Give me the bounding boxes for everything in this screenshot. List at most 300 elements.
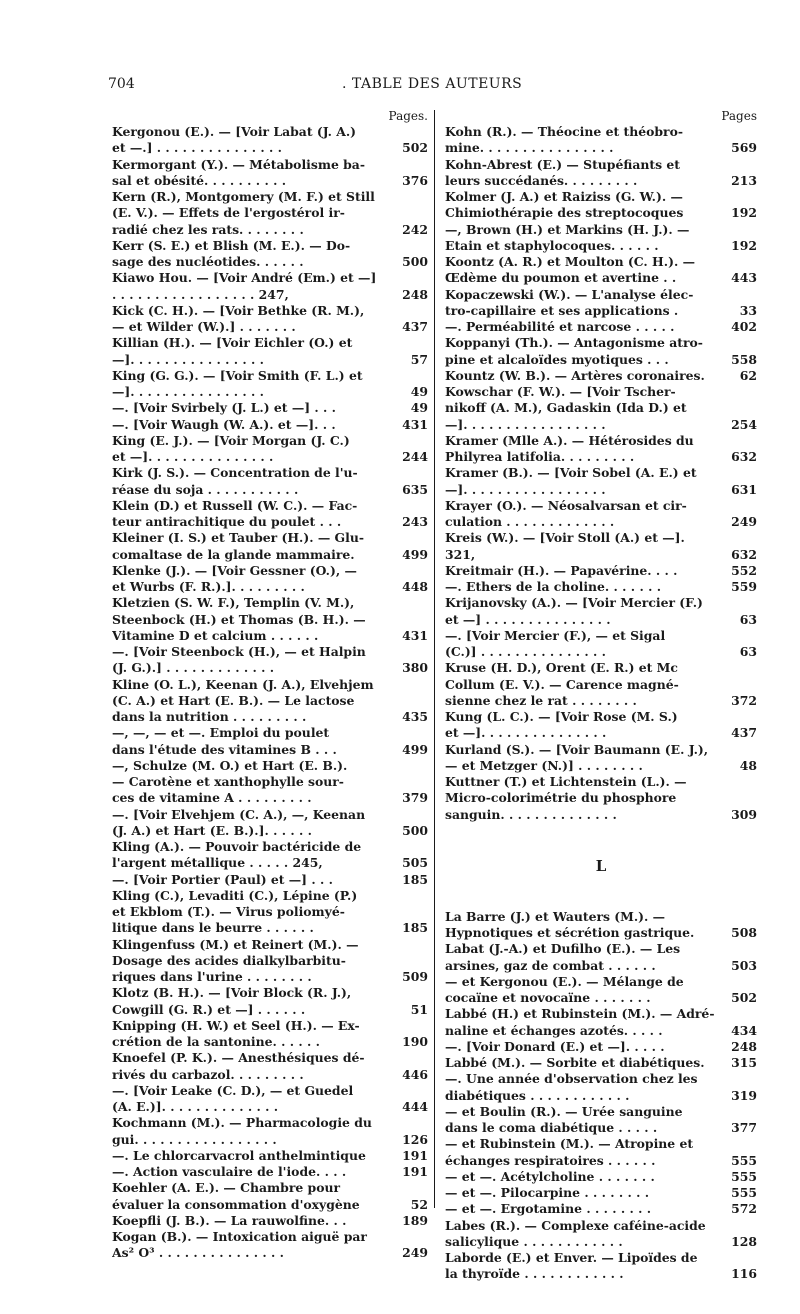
page-ref: 242: [402, 221, 428, 237]
index-line: [112, 563, 428, 579]
index-text: dans le coma diabétique . . . . .: [445, 1120, 658, 1135]
index-line: [445, 807, 757, 823]
index-line: [112, 774, 428, 790]
page-ref: 51: [410, 1001, 428, 1017]
page-ref: 437: [731, 725, 757, 741]
index-line: [445, 140, 757, 156]
page-ref: 249: [731, 514, 757, 529]
index-line: [112, 173, 428, 189]
index-line: [112, 790, 428, 806]
index-text: Kerr (S. E.) et Blish (M. E.). — Do-: [112, 237, 351, 253]
index-text: Philyrea latifolia. . . . . . . . .: [445, 449, 635, 464]
page-ref: 185: [402, 920, 428, 936]
section-letter: L: [595, 856, 607, 875]
index-text: diabétiques . . . . . . . . . . . .: [445, 1087, 630, 1103]
index-text: sienne chez le rat . . . . . . . .: [445, 692, 637, 708]
index-line: [112, 270, 428, 286]
index-line: [445, 1071, 757, 1087]
index-line: [112, 644, 428, 660]
index-text: Koppanyi (Th.). — Antagonisme atro-: [445, 335, 703, 351]
index-line: [112, 660, 428, 676]
index-line: [112, 855, 428, 871]
index-text: Kolmer (J. A.) et Raiziss (G. W.). —: [445, 189, 683, 204]
index-text: — Carotène et xanthophylle sour-: [112, 774, 344, 789]
index-line: [112, 709, 428, 725]
page-ref: 126: [402, 1131, 428, 1147]
index-line: [112, 400, 428, 416]
index-text: Killian (H.). — [Voir Eichler (O.) et: [112, 335, 353, 351]
index-text: —. [Voir Donard (E.) et —]. . . . .: [445, 1038, 665, 1054]
index-text: Kling (C.), Levaditi (C.), Lépine (P.): [112, 887, 358, 903]
index-text: Kiawo Hou. — [Voir André (Em.) et —]: [112, 270, 377, 286]
index-line: [445, 222, 757, 238]
index-text: Laborde (E.) et Enver. — Lipoïdes de: [445, 1250, 698, 1265]
index-line: [112, 1164, 428, 1180]
index-line: [112, 1034, 428, 1050]
page-ref: 635: [402, 481, 428, 497]
index-line: [445, 1055, 757, 1071]
page-ref: 431: [402, 627, 428, 643]
index-line: [445, 530, 757, 546]
page-ref: 508: [731, 925, 757, 940]
index-text: sal et obésité. . . . . . . . . .: [112, 172, 287, 188]
index-text: Vitamine D et calcium . . . . . .: [112, 627, 319, 643]
page-ref: 431: [402, 416, 428, 432]
index-line: [445, 335, 757, 351]
index-line: [112, 612, 428, 628]
index-line: [112, 985, 428, 1001]
index-line: [445, 774, 757, 790]
index-text: Krijanovsky (A.). — [Voir Mercier (F.): [445, 595, 703, 611]
page-ref: 572: [731, 1201, 757, 1217]
index-text: Kochmann (M.). — Pharmacologie du: [112, 1115, 372, 1131]
index-line: [112, 514, 428, 530]
index-line: [112, 839, 428, 855]
index-line: [445, 173, 757, 189]
page-ref: 189: [402, 1212, 428, 1228]
index-text: l'argent métallique . . . . . 245,: [112, 855, 323, 871]
page-ref: 435: [402, 709, 428, 724]
page-ref: 448: [402, 579, 428, 594]
page-ref: 555: [731, 1168, 757, 1184]
index-text: nikoff (A. M.), Gadaskin (Ida D.) et: [445, 400, 687, 416]
index-line: [112, 693, 428, 709]
index-text: Labes (R.). — Complexe caféine-acide: [445, 1217, 706, 1233]
index-line: [445, 157, 757, 173]
index-text: Micro-colorimétrie du phosphore: [445, 790, 677, 806]
index-text: Koepfli (J. B.). — La rauwolfine. . .: [112, 1212, 347, 1228]
index-text: Knoefel (P. K.). — Anesthésiques dé-: [112, 1050, 365, 1066]
index-text: — et Kergonou (E.). — Mélange de: [445, 973, 684, 989]
index-text: Kreitmair (H.). — Papavérine. . . .: [445, 562, 678, 578]
index-line: [445, 1039, 757, 1055]
index-text: Kern (R.), Montgomery (M. F.) et Still: [112, 189, 375, 204]
index-line: [112, 1229, 428, 1245]
index-text: —. Le chlorcarvacrol anthelmintique: [112, 1147, 366, 1163]
index-text: et Ekblom (T.). — Virus poliomyé-: [112, 904, 345, 919]
page-ref: 63: [739, 644, 757, 659]
index-text: radié chez les rats. . . . . . . .: [112, 221, 304, 237]
index-line: [112, 417, 428, 433]
page-ref: 185: [402, 871, 428, 887]
page-ref: 33: [739, 302, 757, 318]
index-line: [112, 124, 428, 140]
page-ref: 377: [731, 1120, 757, 1135]
index-line: [445, 612, 757, 628]
left-entries: [112, 124, 428, 1262]
index-line: [445, 958, 757, 974]
page-ref: 402: [731, 319, 757, 334]
index-text: — et Wilder (W.).] . . . . . . .: [112, 319, 296, 334]
index-text: Kohn (R.). — Théocine et théobro-: [445, 124, 683, 139]
index-text: Kramer (Mlle A.). — Hétérosides du: [445, 432, 694, 448]
page-ref: 254: [731, 416, 757, 432]
index-text: Klotz (B. H.). — [Voir Block (R. J.),: [112, 985, 352, 1001]
index-text: — et —. Pilocarpine . . . . . . . .: [445, 1185, 650, 1200]
index-line: [112, 595, 428, 611]
page-ref: 558: [731, 351, 757, 367]
index-line: [445, 563, 757, 579]
index-line: [112, 498, 428, 514]
index-line: [445, 189, 757, 205]
index-text: —. Action vasculaire de l'iode. . . .: [112, 1164, 347, 1179]
index-text: dans l'étude des vitamines B . . .: [112, 741, 337, 757]
page-ref: 49: [410, 400, 428, 416]
index-line: [445, 758, 757, 774]
index-line: [445, 465, 757, 481]
index-text: sage des nucléotides. . . . . .: [112, 254, 304, 269]
index-text: et Wurbs (F. R.).]. . . . . . . . .: [112, 579, 305, 594]
index-line: [445, 974, 757, 990]
index-line: [445, 498, 757, 514]
page-ref: 555: [731, 1185, 757, 1200]
index-text: culation . . . . . . . . . . . . .: [445, 514, 615, 529]
index-line: [445, 990, 757, 1006]
page-ref: 213: [731, 172, 757, 188]
index-text: — et Boulin (R.). — Urée sanguine: [445, 1103, 683, 1119]
index-line: [112, 352, 428, 368]
index-text: Kogan (B.). — Intoxication aiguë par: [112, 1229, 367, 1244]
pages-label: Pages: [721, 109, 757, 123]
index-text: . . . . . . . . . . . . . . . . . 247,: [112, 286, 289, 302]
index-line: [445, 941, 757, 957]
index-text: Koehler (A. E.). — Chambre pour: [112, 1180, 341, 1196]
index-text: et —.] . . . . . . . . . . . . . . .: [112, 140, 282, 156]
index-text: Kermorgant (Y.). — Métabolisme ba-: [112, 156, 365, 172]
index-line: [445, 644, 757, 660]
index-text: Hypnotiques et sécrétion gastrique.: [445, 925, 695, 940]
index-line: [112, 140, 428, 156]
index-line: [112, 465, 428, 481]
page-ref: 632: [731, 546, 757, 562]
index-text: mine. . . . . . . . . . . . . . . .: [445, 140, 614, 156]
index-text: Kung (L. C.). — [Voir Rose (M. S.): [445, 709, 678, 724]
index-line: [445, 1006, 757, 1022]
index-text: dans la nutrition . . . . . . . . .: [112, 709, 307, 724]
index-line: [445, 1169, 757, 1185]
index-line: [445, 579, 757, 595]
page-ref: 503: [731, 957, 757, 973]
index-text: et —]. . . . . . . . . . . . . . .: [112, 449, 274, 464]
page-ref: 509: [402, 969, 428, 984]
index-line: [112, 189, 428, 205]
index-line: [112, 725, 428, 741]
index-text: —, —, — et —. Emploi du poulet: [112, 725, 330, 741]
index-line: [445, 238, 757, 254]
index-text: —. [Voir Steenbock (H.), — et Halpin: [112, 644, 366, 659]
page-ref: 63: [739, 611, 757, 627]
index-text: Œdème du poumon et avertine . .: [445, 270, 677, 286]
index-line: [445, 1266, 757, 1282]
page-ref: 309: [731, 806, 757, 822]
index-text: —. Ethers de la choline. . . . . . .: [445, 579, 662, 594]
page-ref: 57: [410, 351, 428, 367]
index-text: (J. A.) et Hart (E. B.).]. . . . . .: [112, 822, 312, 838]
index-text: — et —. Ergotamine . . . . . . . .: [445, 1201, 652, 1217]
index-line: [445, 433, 757, 449]
index-line: [445, 303, 757, 319]
index-line: [112, 1132, 428, 1148]
index-text: comaltase de la glande mammaire.: [112, 546, 355, 562]
index-line: [112, 888, 428, 904]
index-line: [445, 352, 757, 368]
page-ref: 632: [731, 449, 757, 464]
index-line: [112, 1083, 428, 1099]
index-text: Kick (C. H.). — [Voir Bethke (R. M.),: [112, 302, 365, 318]
index-text: —. [Voir Svirbely (J. L.) et —] . . .: [112, 400, 336, 416]
index-line: [112, 823, 428, 839]
index-text: Kohn-Abrest (E.) — Stupéfiants et: [445, 156, 681, 172]
index-text: Kleiner (I. S.) et Tauber (H.). — Glu-: [112, 530, 364, 546]
page-ref: 555: [731, 1152, 757, 1168]
index-text: arsines, gaz de combat . . . . . .: [445, 957, 656, 973]
index-text: King (E. J.). — [Voir Morgan (J. C.): [112, 432, 350, 448]
index-text: et —]. . . . . . . . . . . . . . .: [445, 725, 607, 741]
index-text: —. [Voir Elvehjem (C. A.), —, Keenan: [112, 806, 366, 822]
index-text: —. Perméabilité et narcose . . . . .: [445, 319, 675, 334]
index-line: [445, 1250, 757, 1266]
page-ref: 380: [402, 660, 428, 676]
page-ref: 52: [410, 1196, 428, 1212]
index-text: Labbé (H.) et Rubinstein (M.). — Adré-: [445, 1006, 715, 1022]
page-ref: 248: [402, 286, 428, 302]
index-text: Koontz (A. R.) et Moulton (C. H.). —: [445, 254, 695, 269]
index-line: [445, 368, 757, 384]
page-ref: 249: [402, 1245, 428, 1261]
page-ref: 379: [402, 790, 428, 806]
index-line: [112, 530, 428, 546]
index-line: [112, 368, 428, 384]
index-text: Klein (D.) et Russell (W. C.). — Fac-: [112, 497, 358, 513]
index-line: [445, 1136, 757, 1152]
index-text: —, Schulze (M. O.) et Hart (E. B.).: [112, 757, 348, 773]
index-text: salicylique . . . . . . . . . . . .: [445, 1233, 623, 1249]
index-text: Kergonou (E.). — [Voir Labat (J. A.): [112, 124, 357, 139]
page-ref: 444: [402, 1099, 428, 1114]
index-line: [112, 222, 428, 238]
index-text: gui. . . . . . . . . . . . . . . . .: [112, 1131, 277, 1147]
page-ref: 191: [402, 1164, 428, 1179]
index-text: Kountz (W. B.). — Artères coronaires.: [445, 367, 705, 383]
index-text: teur antirachitique du poulet . . .: [112, 514, 342, 529]
index-text: Etain et staphylocoques. . . . . .: [445, 237, 659, 253]
index-text: échanges respiratoires . . . . . .: [445, 1152, 656, 1168]
index-line: [112, 449, 428, 465]
index-text: (J. G.).] . . . . . . . . . . . . .: [112, 660, 275, 676]
index-line: [112, 807, 428, 823]
index-text: Klenke (J.). — [Voir Gessner (O.), —: [112, 562, 357, 578]
index-line: [445, 547, 757, 563]
index-line: [112, 1180, 428, 1196]
page-ref: 500: [402, 254, 428, 269]
index-line: [445, 124, 757, 140]
index-text: évaluer la consommation d'oxygène: [112, 1196, 360, 1212]
page-ref: 559: [731, 579, 757, 594]
index-line: [112, 904, 428, 920]
index-line: [112, 758, 428, 774]
index-line: [445, 449, 757, 465]
page-ref: 49: [410, 384, 428, 399]
index-text: ces de vitamine A . . . . . . . . .: [112, 790, 312, 806]
index-line: [445, 1234, 757, 1250]
index-line: [112, 254, 428, 270]
index-text: (C.)] . . . . . . . . . . . . . . .: [445, 644, 606, 659]
index-line: [445, 482, 757, 498]
index-line: [445, 660, 757, 676]
index-line: [445, 514, 757, 530]
index-text: La Barre (J.) et Wauters (M.). —: [445, 908, 666, 924]
page-ref: 443: [731, 270, 757, 286]
index-text: la thyroïde . . . . . . . . . . . .: [445, 1266, 624, 1282]
index-line: [112, 1099, 428, 1115]
index-text: —. [Voir Mercier (F.), — et Sigal: [445, 627, 666, 643]
index-line: [445, 384, 757, 400]
index-text: Kling (A.). — Pouvoir bactéricide de: [112, 839, 362, 854]
index-line: [112, 1245, 428, 1261]
index-text: sanguin. . . . . . . . . . . . . .: [445, 806, 617, 822]
index-text: Krayer (O.). — Néosalvarsan et cir-: [445, 497, 687, 513]
index-line: [112, 433, 428, 449]
index-text: Knipping (H. W.) et Seel (H.). — Ex-: [112, 1017, 360, 1033]
index-line: [445, 1023, 757, 1039]
index-line: [445, 677, 757, 693]
page-ref: 319: [731, 1087, 757, 1103]
index-text: —, Brown (H.) et Markins (H. J.). —: [445, 221, 690, 237]
index-text: Kruse (H. D.), Orent (E. R.) et Mc: [445, 660, 678, 676]
index-line: [112, 482, 428, 498]
index-text: Collum (E. V.). — Carence magné-: [445, 676, 679, 692]
index-line: [445, 417, 757, 433]
index-text: Kowschar (F. W.). — [Voir Tscher-: [445, 384, 676, 399]
index-text: Chimiothérapie des streptocoques: [445, 205, 684, 221]
index-text: Kletzien (S. W. F.), Templin (V. M.),: [112, 595, 355, 611]
index-text: naline et échanges azotés. . . . .: [445, 1022, 663, 1038]
page-ref: 192: [731, 205, 757, 221]
index-line: [445, 400, 757, 416]
index-line: [445, 1088, 757, 1104]
index-text: —. [Voir Waugh (W. A.). et —]. . .: [112, 416, 336, 432]
index-text: Kopaczewski (W.). — L'analyse élec-: [445, 286, 694, 302]
page-ref: 116: [731, 1266, 757, 1282]
page-ref: 499: [402, 546, 428, 562]
index-text: et —] . . . . . . . . . . . . . . .: [445, 611, 611, 627]
index-text: Kline (O. L.), Keenan (J. A.), Elvehjem: [112, 676, 374, 692]
index-line: [445, 1153, 757, 1169]
index-text: leurs succédanés. . . . . . . . .: [445, 172, 638, 188]
index-line: [445, 1185, 757, 1201]
page-ref: 192: [731, 237, 757, 253]
index-text: — et —. Acétylcholine . . . . . . .: [445, 1168, 655, 1184]
index-text: riques dans l'urine . . . . . . . .: [112, 969, 312, 984]
index-text: crétion de la santonine. . . . . .: [112, 1034, 320, 1049]
index-line: [112, 335, 428, 351]
index-line: [445, 254, 757, 270]
column-divider: [434, 110, 435, 1208]
index-text: Kuttner (T.) et Lichtenstein (L.). —: [445, 774, 687, 789]
page-ref: 128: [731, 1233, 757, 1249]
page-ref: 48: [739, 757, 757, 773]
index-line: [445, 319, 757, 335]
index-text: Kurland (S.). — [Voir Baumann (E. J.),: [445, 741, 709, 757]
index-line: [445, 1104, 757, 1120]
index-text: —. [Voir Portier (Paul) et —] . . .: [112, 871, 333, 887]
index-line: [112, 205, 428, 221]
page-ref: 505: [402, 855, 428, 871]
index-line: [445, 909, 757, 925]
index-text: rivés du carbazol. . . . . . . . .: [112, 1066, 304, 1082]
index-line: [112, 628, 428, 644]
running-title: . TABLE DES AUTEURS: [342, 76, 523, 92]
index-line: [445, 287, 757, 303]
index-text: tro-capillaire et ses applications .: [445, 302, 679, 318]
index-line: [112, 1050, 428, 1066]
index-line: [445, 693, 757, 709]
index-text: — et Metzger (N.)] . . . . . . . .: [445, 757, 643, 773]
index-line: [445, 725, 757, 741]
index-line: [445, 925, 757, 941]
index-line: [112, 953, 428, 969]
page-ref: 190: [402, 1034, 428, 1049]
index-text: — et Rubinstein (M.). — Atropine et: [445, 1136, 694, 1152]
index-text: Kramer (B.). — [Voir Sobel (A. E.) et: [445, 465, 697, 481]
index-text: —]. . . . . . . . . . . . . . . .: [112, 351, 264, 367]
right-entries-k: [445, 124, 757, 823]
index-text: —. Une année d'observation chez les: [445, 1071, 698, 1087]
index-text: —]. . . . . . . . . . . . . . . .: [112, 384, 264, 399]
index-text: (C. A.) et Hart (E. B.). — Le lactose: [112, 692, 355, 708]
index-line: [112, 872, 428, 888]
index-text: Kirk (J. S.). — Concentration de l'u-: [112, 465, 358, 481]
right-entries-l: [445, 909, 757, 1283]
index-text: King (G. G.). — [Voir Smith (F. L.) et: [112, 367, 363, 383]
index-line: [445, 595, 757, 611]
index-text: Steenbock (H.) et Thomas (B. H.). —: [112, 611, 366, 627]
left-column: [112, 108, 428, 1262]
index-line: [112, 579, 428, 595]
index-text: —]. . . . . . . . . . . . . . . . .: [445, 416, 606, 432]
index-line: [112, 1115, 428, 1131]
index-text: Labbé (M.). — Sorbite et diabétiques.: [445, 1055, 705, 1070]
page-ref: 62: [739, 367, 757, 383]
index-line: [445, 1120, 757, 1136]
index-text: Dosage des acides dialkylbarbitu-: [112, 952, 346, 968]
index-line: [112, 319, 428, 335]
index-text: (A. E.)]. . . . . . . . . . . . . .: [112, 1099, 279, 1114]
index-text: Kreis (W.). — [Voir Stoll (A.) et —].: [445, 530, 685, 546]
index-line: [112, 238, 428, 254]
index-text: 321,: [445, 546, 476, 562]
page-ref: 434: [731, 1022, 757, 1038]
